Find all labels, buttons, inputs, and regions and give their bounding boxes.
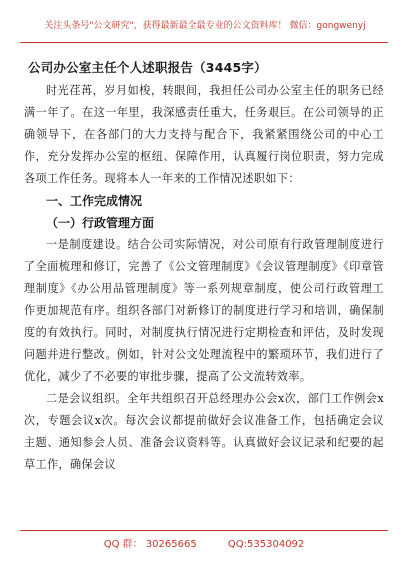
header-divider <box>20 42 388 43</box>
section-heading: 一、工作完成情况 <box>46 194 143 208</box>
footer-qq: QQ:535304092 <box>227 539 305 550</box>
document-body <box>24 52 384 476</box>
intro-paragraph: 时光荏苒，岁月如梭，转眼间，我担任公司办公室主任的职务已经满一年了。在这一年里，我深感责任重大，任务艰巨。在公司领导的正确领导下，在各部门的大力支持与配合下，我紧紧围绕公司的中心工作，充分发挥办公室的枢纽、保障作用，认真履行岗位职责，努力完成各项工作任务。现将本人一年来的工作情况述职如下： <box>24 84 384 185</box>
page-footer <box>0 535 408 550</box>
footer-qq-group: QQ 群： 30265665 <box>103 539 197 550</box>
footer-divider <box>20 530 388 531</box>
body-paragraph: 一是制度建设。结合公司实际情况，对公司原有行政管理制度进行了全面梳理和修订，完善了《公文管理制度》《会议管理制度》《印章管理制度》《办公用品管理制度》等一系列规章制度，使公司行政管理工作更加规范有序。组织各部门对新修订的制度进行学习和培训，确保制度的有效执行。同时，对制度执行情况进行定期检查和评估，及时发现问题并进行整改。例如，针对公文处理流程中的繁琐环节，我们进行了优化，减少了不必要的审批步骤，提高了公文流转效率。 <box>24 238 384 383</box>
page-header <box>0 0 408 46</box>
subsection-heading: （一）行政管理方面 <box>46 216 155 230</box>
body-paragraph: 二是会议组织。全年共组织召开总经理办公会x次，部门工作例会x次，专题会议x次。每次会议都提前做好会议准备工作，包括确定会议主题、通知参会人员、准备会议资料等。认真做好会议记录和纪要的起草工作，确保会议 <box>24 392 384 471</box>
header-banner: 关注头条号"公文研究"，获得最新最全最专业的公文资料库！ 微信：gongwenyj <box>44 21 366 31</box>
document-title: 公司办公室主任个人述职报告（3445字） <box>28 60 267 75</box>
